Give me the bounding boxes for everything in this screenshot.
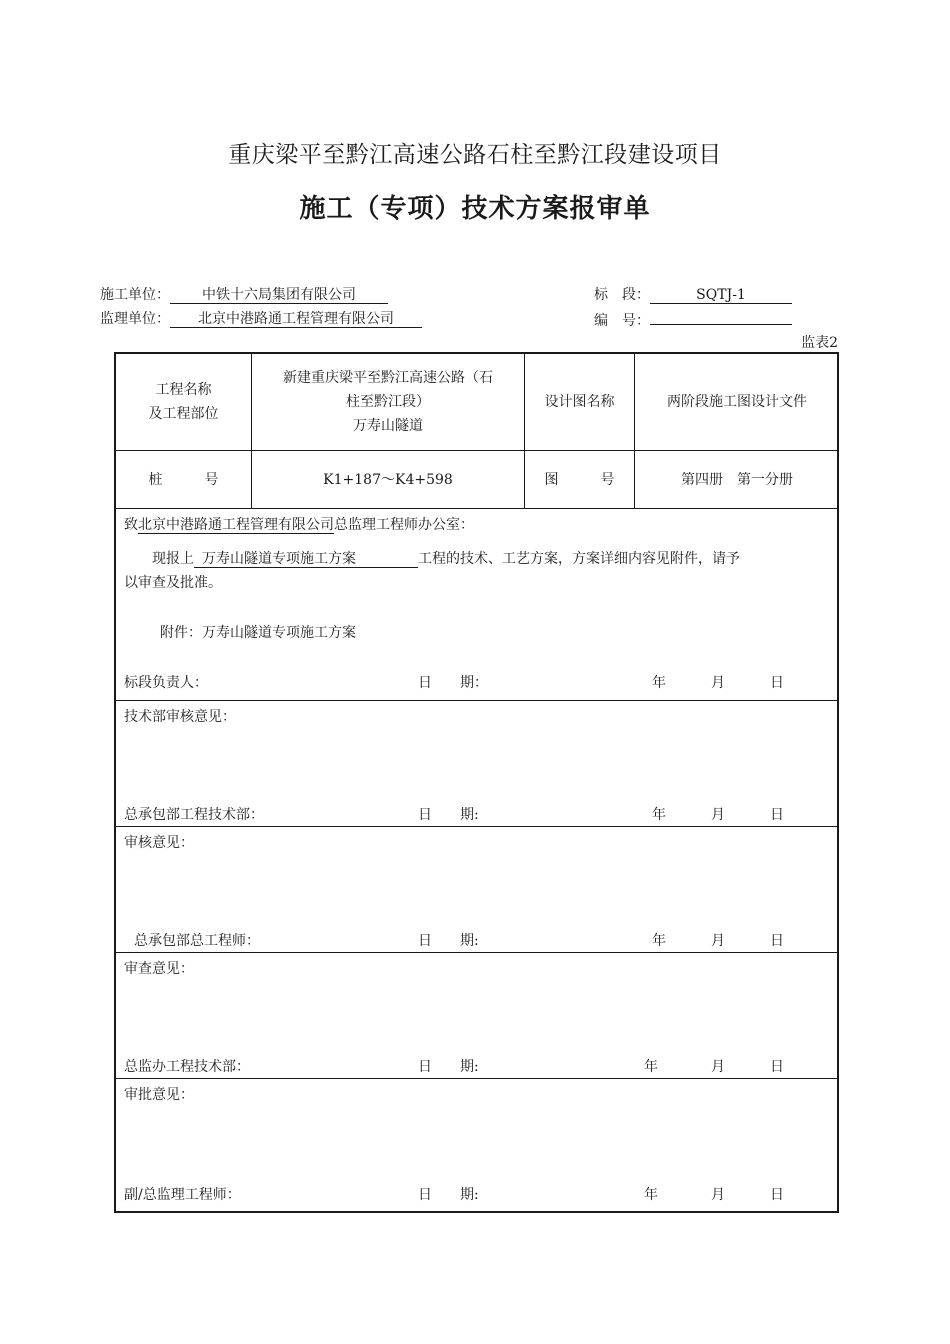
technical-dept-opinion-label: 技术部审核意见： — [124, 709, 236, 725]
contractor-row — [100, 284, 388, 304]
approval-opinion-label: 审批意见： — [124, 1087, 194, 1103]
day-label: 日 — [770, 675, 784, 691]
year-label: 年 — [652, 807, 666, 823]
station-value: K1+187～K4+598 — [323, 471, 453, 488]
date-label: 日 期： — [418, 675, 488, 691]
examination-opinion-label: 审查意见： — [124, 961, 194, 977]
supervision-tech-dept-sign-label: 总监办工程技术部： — [124, 1059, 250, 1075]
submission-body-line2: 以审查及批准。 — [124, 575, 222, 591]
supervisor-value: 北京中港路通工程管理有限公司 — [170, 311, 422, 328]
submitted-plan-name: 万寿山隧道专项施工方案 — [194, 551, 418, 568]
approval-form — [114, 352, 839, 1213]
station-label: 桩 号 — [148, 471, 219, 488]
month-label: 月 — [711, 1059, 725, 1075]
contractor-value: 中铁十六局集团有限公司 — [170, 287, 388, 304]
row-divider — [116, 826, 837, 827]
project-name-label: 工程名称 及工程部位 — [148, 382, 219, 422]
document-title: 重庆梁平至黔江高速公路石柱至黔江段建设项目 — [228, 142, 722, 168]
design-name-value: 两阶段施工图设计文件 — [667, 394, 807, 410]
row-divider — [116, 508, 837, 509]
day-label: 日 — [770, 1059, 784, 1075]
row-divider — [116, 1078, 837, 1079]
day-label: 日 — [770, 807, 784, 823]
drawing-number-label: 图 号 — [544, 471, 615, 488]
attachment-line: 附件：万寿山隧道专项施工方案 — [160, 625, 356, 641]
day-label: 日 — [770, 933, 784, 949]
submission-body-line1: 现报上 万寿山隧道专项施工方案 工程的技术、工艺方案，方案详细内容见附件，请予 — [152, 551, 740, 567]
number-row — [594, 308, 792, 330]
number-label: 编 号： — [594, 313, 650, 329]
date-label: 日 期: — [418, 807, 479, 823]
form-code: 监表2 — [801, 335, 838, 351]
year-label: 年 — [652, 933, 666, 949]
addressee-line: 致北京中港路通工程管理有限公司总监理工程师办公室： — [124, 517, 474, 533]
date-label: 日 期: — [418, 1187, 479, 1203]
chief-supervisor-sign-label: 副/总监理工程师： — [124, 1187, 241, 1203]
section-row — [594, 284, 792, 304]
month-label: 月 — [711, 933, 725, 949]
project-name-value: 新建重庆梁平至黔江高速公路（石 柱至黔江段） 万寿山隧道 — [283, 370, 493, 434]
row-divider — [116, 952, 837, 953]
day-label: 日 — [770, 1187, 784, 1203]
drawing-number-value: 第四册 第一分册 — [681, 471, 793, 488]
date-label: 日 期: — [418, 1059, 479, 1075]
month-label: 月 — [711, 807, 725, 823]
number-value — [650, 308, 792, 325]
year-label: 年 — [644, 1059, 658, 1075]
contractor-label: 施工单位： — [100, 287, 170, 303]
month-label: 月 — [711, 1187, 725, 1203]
supervisor-label: 监理单位： — [100, 311, 170, 327]
review-opinion-label: 审核意见： — [124, 835, 194, 851]
month-label: 月 — [711, 675, 725, 691]
supervisor-row — [100, 308, 422, 328]
addressee-company: 北京中港路通工程管理有限公司 — [138, 517, 334, 533]
section-lead-sign-label: 标段负责人： — [124, 675, 208, 691]
row-divider — [116, 700, 837, 701]
year-label: 年 — [652, 675, 666, 691]
technical-dept-sign-label: 总承包部工程技术部： — [124, 807, 264, 823]
chief-engineer-sign-label: 总承包部总工程师： — [134, 933, 260, 949]
document-subtitle: 施工（专项）技术方案报审单 — [299, 194, 651, 224]
year-label: 年 — [644, 1187, 658, 1203]
section-label: 标 段： — [594, 287, 650, 303]
date-label: 日 期: — [418, 933, 479, 949]
design-name-label: 设计图名称 — [544, 394, 615, 410]
section-value: SQTJ-1 — [650, 287, 792, 304]
